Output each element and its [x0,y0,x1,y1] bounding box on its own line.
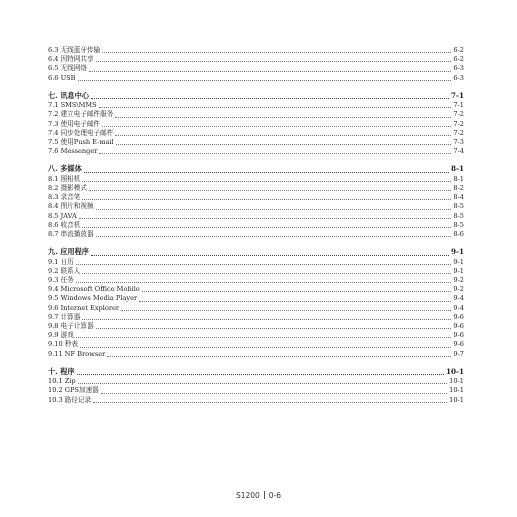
dot-leader [82,319,451,320]
chapter-page-number: 10-1 [446,366,464,376]
toc-entry[interactable] [48,55,464,64]
entry-page-number: 9-6 [453,312,464,321]
entry-page-number: 10-1 [449,395,464,404]
dot-leader [79,218,452,219]
footer-model: S1200 [235,491,260,500]
entry-title: 6.6 USB [48,73,76,82]
dot-leader [116,144,452,145]
entry-title: 9.10 秒表 [48,340,78,349]
entry-page-number: 9-6 [453,340,464,349]
toc-entry[interactable] [48,230,464,239]
toc-entry[interactable] [48,377,464,386]
entry-page-number: 7-4 [453,147,464,156]
toc-section [48,367,464,405]
entry-title: 9.6 Internet Explorer [48,303,120,312]
chapter-title: 十. 程序 [48,366,75,376]
entry-page-number: 8-5 [453,220,464,229]
dot-leader [84,172,449,173]
dot-leader [82,273,451,274]
entry-title: 9.5 Windows Media Player [48,294,138,303]
dot-leader [115,135,451,136]
entry-title: 8.2 摄影模式 [48,184,87,193]
entry-title: 10.1 Zip [48,377,76,386]
toc-section [48,46,464,83]
toc-entry[interactable] [48,202,464,211]
entry-page-number: 6-2 [453,55,464,64]
dot-leader [99,153,451,154]
entry-page-number: 10-1 [449,377,464,386]
toc-entry[interactable] [48,294,464,303]
entry-page-number: 9-6 [453,331,464,340]
entry-title: 6.5 无线网络 [48,64,87,73]
toc-section [48,164,464,239]
dot-leader [76,282,452,283]
entry-title: 7.2 建立电子邮件服务 [48,110,114,119]
toc-chapter-heading[interactable] [48,367,464,378]
entry-page-number: 9-7 [453,349,464,358]
toc-chapter-heading[interactable] [48,164,464,175]
toc-entry[interactable] [48,129,464,138]
dot-leader [89,71,451,72]
entry-title: 7.3 使用电子邮件 [48,119,101,128]
entry-title: 8.5 JAVA [48,211,77,220]
entry-title: 8.4 图片和视频 [48,202,94,211]
dot-leader [102,126,451,127]
dot-leader [78,383,447,384]
entry-page-number: 7-1 [453,101,464,110]
toc-entry[interactable] [48,74,464,83]
entry-title: 9.8 电子计算器 [48,321,94,330]
dot-leader [96,61,452,62]
chapter-title: 八. 多媒体 [48,164,82,174]
toc-entry[interactable] [48,46,464,55]
toc-entry[interactable] [48,64,464,73]
table-of-contents [48,46,464,413]
entry-title: 6.4 因特网共享 [48,55,94,64]
toc-section [48,247,464,359]
dot-leader [91,255,449,256]
entry-title: 8.7 串流播放器 [48,229,94,238]
toc-entry[interactable] [48,267,464,276]
entry-title: 9.11 NF Browser [48,349,106,358]
toc-entry[interactable] [48,396,464,405]
dot-leader [78,80,452,81]
entry-page-number: 9-2 [453,276,464,285]
entry-title: 7.5 使用Push E-mail [48,137,114,146]
toc-entry[interactable] [48,313,464,322]
entry-page-number: 7-2 [453,128,464,137]
entry-page-number: 9-1 [453,257,464,266]
entry-page-number: 6-3 [453,64,464,73]
dot-leader [121,310,451,311]
chapter-title: 九. 应用程序 [48,247,89,257]
entry-title: 9.4 Microsoft Office Mobile [48,285,140,294]
toc-chapter-heading[interactable] [48,91,464,102]
toc-entry[interactable] [48,285,464,294]
entry-title: 9.3 任务 [48,276,74,285]
entry-page-number: 7-2 [453,119,464,128]
chapter-page-number: 9-1 [451,247,464,257]
toc-entry[interactable] [48,331,464,340]
entry-page-number: 8-6 [453,229,464,238]
dot-leader [107,356,451,357]
toc-entry[interactable] [48,212,464,221]
toc-section [48,91,464,157]
entry-page-number: 7-3 [453,137,464,146]
dot-leader [115,117,451,118]
toc-entry[interactable] [48,350,464,359]
dot-leader [76,337,452,338]
entry-page-number: 10-1 [449,386,464,395]
entry-page-number: 8-4 [453,193,464,202]
toc-entry[interactable] [48,304,464,313]
dot-leader [77,374,444,375]
dot-leader [80,347,451,348]
entry-page-number: 9-2 [453,285,464,294]
entry-title: 10.2 GPS加速器 [48,386,99,395]
toc-entry[interactable] [48,110,464,119]
entry-page-number: 8-5 [453,211,464,220]
entry-page-number: 6-3 [453,73,464,82]
entry-page-number: 8-2 [453,184,464,193]
chapter-title: 七. 讯息中心 [48,90,89,100]
toc-entry[interactable] [48,221,464,230]
toc-entry[interactable] [48,386,464,395]
entry-title: 10.3 路径记录 [48,395,92,404]
entry-title: 7.6 Messenger [48,147,98,156]
dot-leader [82,227,451,228]
toc-entry[interactable] [48,184,464,193]
dot-leader [82,181,451,182]
toc-entry[interactable] [48,120,464,129]
dot-leader [101,393,447,394]
chapter-page-number: 8-1 [451,164,464,174]
entry-title: 9.2 联系人 [48,266,81,275]
entry-page-number: 8-5 [453,202,464,211]
entry-title: 6.3 无线蓝牙传输 [48,45,101,54]
dot-leader [89,190,451,191]
entry-title: 7.4 同步处理电子邮件 [48,128,114,137]
entry-page-number: 9-6 [453,321,464,330]
toc-entry[interactable] [48,193,464,202]
toc-entry[interactable] [48,175,464,184]
dot-leader [93,402,447,403]
entry-title: 9.1 日历 [48,257,74,266]
toc-entry[interactable] [48,340,464,349]
footer-page-number: 0-6 [268,491,282,500]
toc-entry[interactable] [48,147,464,156]
entry-title: 9.9 游戏 [48,331,74,340]
entry-page-number: 6-2 [453,45,464,54]
entry-page-number: 8-1 [453,174,464,183]
entry-title: 8.1 照相机 [48,174,81,183]
chapter-page-number: 7-1 [451,90,464,100]
toc-entry[interactable] [48,322,464,331]
dot-leader [142,291,452,292]
entry-page-number: 9-4 [453,303,464,312]
entry-title: 9.7 计算器 [48,312,81,321]
dot-leader [91,98,449,99]
dot-leader [82,199,451,200]
entry-title: 8.3 录音笔 [48,193,81,202]
dot-leader [76,264,452,265]
entry-title: 7.1 SMS\MMS [48,101,97,110]
dot-leader [102,52,451,53]
dot-leader [99,107,452,108]
toc-entry[interactable] [48,276,464,285]
entry-page-number: 9-4 [453,294,464,303]
dot-leader [96,236,452,237]
dot-leader [139,301,451,302]
page-footer [0,491,517,500]
footer-divider [264,491,265,499]
dot-leader [96,328,452,329]
toc-entry[interactable] [48,138,464,147]
entry-page-number: 7-2 [453,110,464,119]
entry-page-number: 9-1 [453,266,464,275]
toc-entry[interactable] [48,258,464,267]
entry-title: 8.6 收音机 [48,220,81,229]
toc-chapter-heading[interactable] [48,247,464,258]
dot-leader [96,209,452,210]
